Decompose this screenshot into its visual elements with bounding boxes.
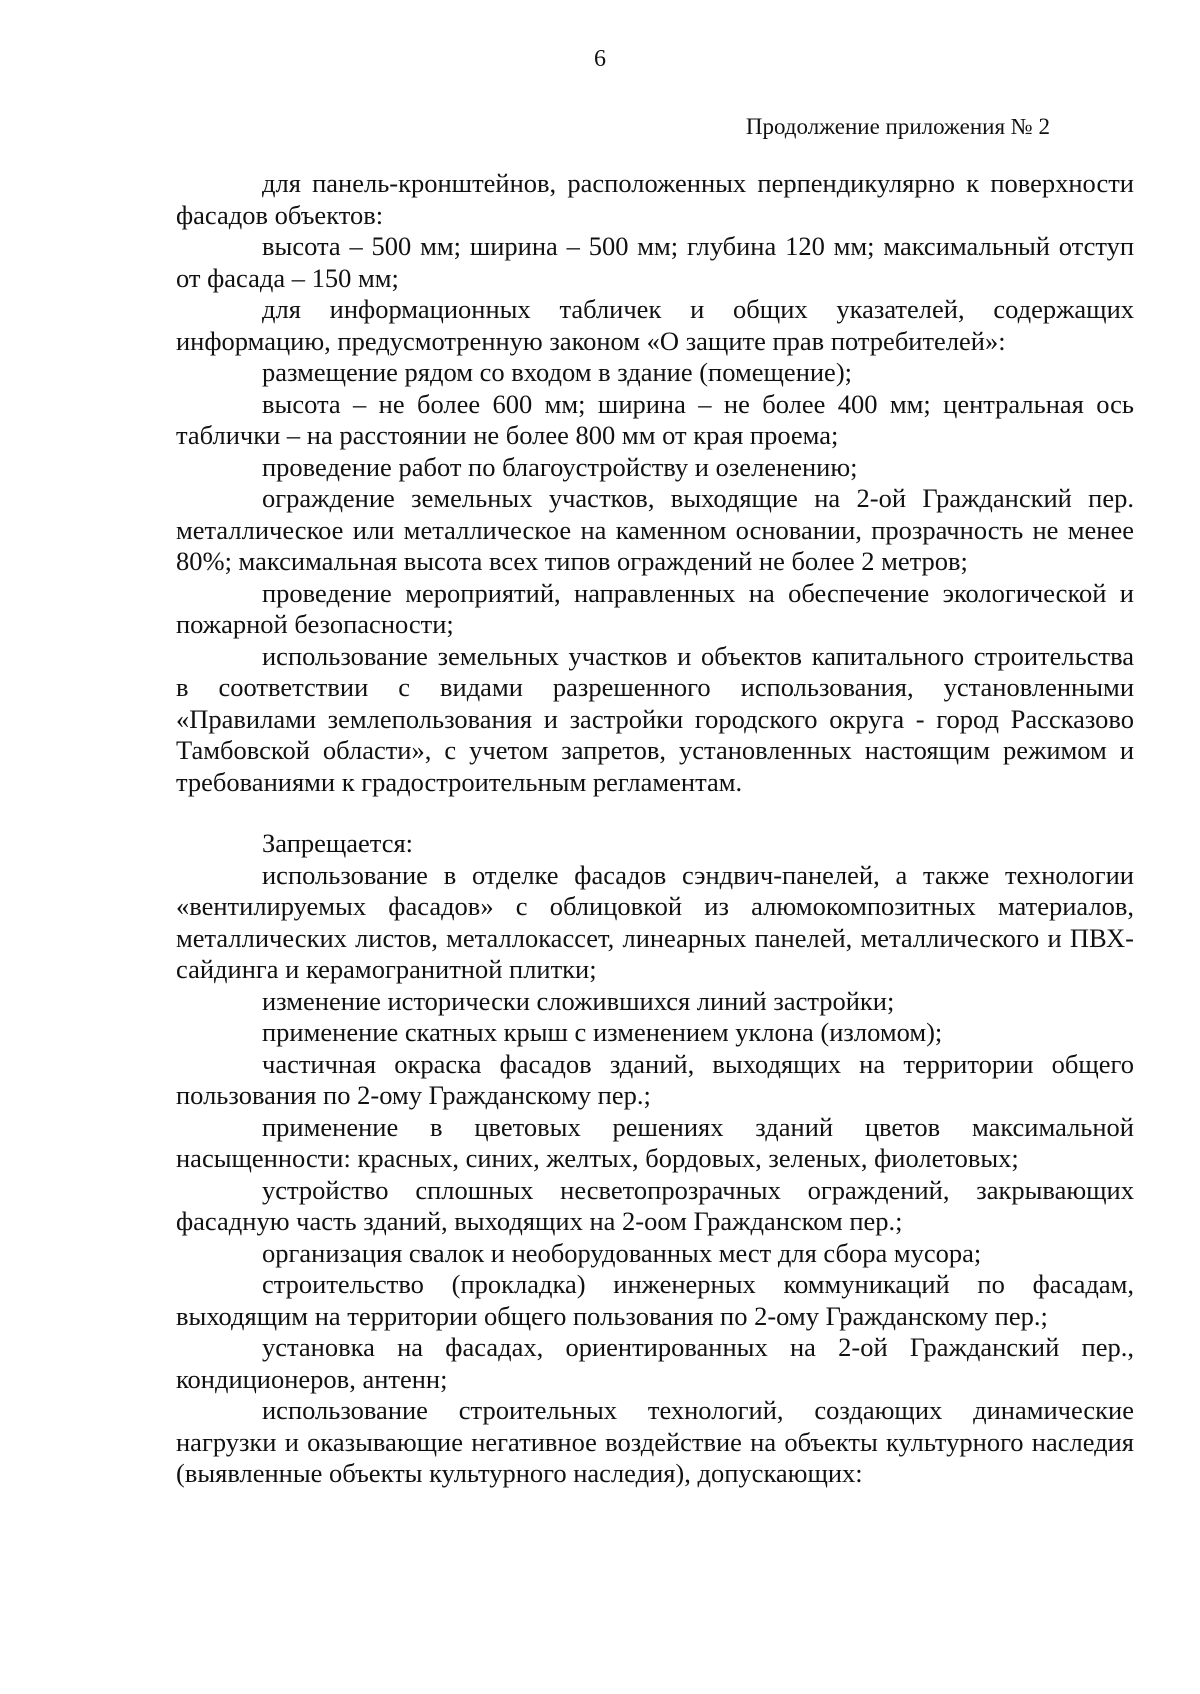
document-body <box>176 168 1134 1490</box>
paragraph: размещение рядом со входом в здание (помещение); <box>262 357 853 387</box>
prohibited-item: частичная окраска фасадов зданий, выходящих на территории общего пользования по 2-ому Гражданскому пер.; <box>176 1048 1134 1110</box>
prohibited-item: использование в отделке фасадов сэндвич-панелей, а также технологии «вентилируемых фасадов» с облицовкой из алюмокомпозитных материалов, металлических листов, металлокассет, линеарных панелей, металлического и ПВХ-сайдинга и керамогранитной плитки; <box>176 859 1134 984</box>
prohibited-item: изменение исторически сложившихся линий застройки; <box>262 985 895 1016</box>
paragraph: высота – 500 мм; ширина – 500 мм; глубина 120 мм; максимальный отступ от фасада – 150 мм; <box>176 231 1134 293</box>
page-number: 6 <box>594 46 606 72</box>
prohibited-item: установка на фасадах, ориентированных на 2-ой Гражданский пер., кондиционеров, антенн; <box>176 1332 1134 1394</box>
paragraph: ограждение земельных участков, выходящие на 2-ой Гражданский пер. металлическое или металлическое на каменном основании, прозрачность не менее 80%; максимальная высота всех типов ограждений не более 2 метров; <box>176 483 1134 576</box>
prohibited-item: применение скатных крыш с изменением уклона (изломом); <box>262 1017 943 1047</box>
paragraph: для информационных табличек и общих указателей, содержащих информацию, предусмотренную законом «О защите прав потребителей»: <box>176 294 1134 356</box>
prohibited-item: использование строительных технологий, создающих динамические нагрузки и оказывающие негативное воздействие на объекты культурного наследия (выявленные объекты культурного наследия), допускающих: <box>176 1395 1134 1488</box>
paragraph: использование земельных участков и объектов капитального строительства в соответствии с видами разрешенного использования, установленными «Правилами землепользования и застройки городского округа - город Рассказово Тамбовской области», с учетом запретов, установленных настоящим режимом и требованиями к градостроительным регламентам. <box>176 640 1134 797</box>
prohibited-item: организация свалок и необорудованных мест для сбора мусора; <box>262 1237 982 1268</box>
prohibited-heading: Запрещается: <box>262 828 414 858</box>
prohibited-item: устройство сплошных несветопрозрачных ограждений, закрывающих фасадную часть зданий, выходящих на 2-оом Гражданском пер.; <box>176 1174 1134 1236</box>
paragraph: проведение работ по благоустройству и озеленению; <box>262 451 858 482</box>
appendix-continuation-label: Продолжение приложения № 2 <box>745 114 1050 139</box>
paragraph: для панель-кронштейнов, расположенных перпендикулярно к поверхности фасадов объектов: <box>176 168 1134 230</box>
paragraph: проведение мероприятий, направленных на обеспечение экологической и пожарной безопасности; <box>176 577 1134 639</box>
prohibited-item: применение в цветовых решениях зданий цветов максимальной насыщенности: красных, синих, желтых, бордовых, зеленых, фиолетовых; <box>176 1111 1134 1173</box>
paragraph: высота – не более 600 мм; ширина – не более 400 мм; центральная ось таблички – на расстоянии не более 800 мм от края проема; <box>176 388 1134 450</box>
prohibited-item: строительство (прокладка) инженерных коммуникаций по фасадам, выходящим на территории общего пользования по 2-ому Гражданскому пер.; <box>176 1269 1134 1331</box>
